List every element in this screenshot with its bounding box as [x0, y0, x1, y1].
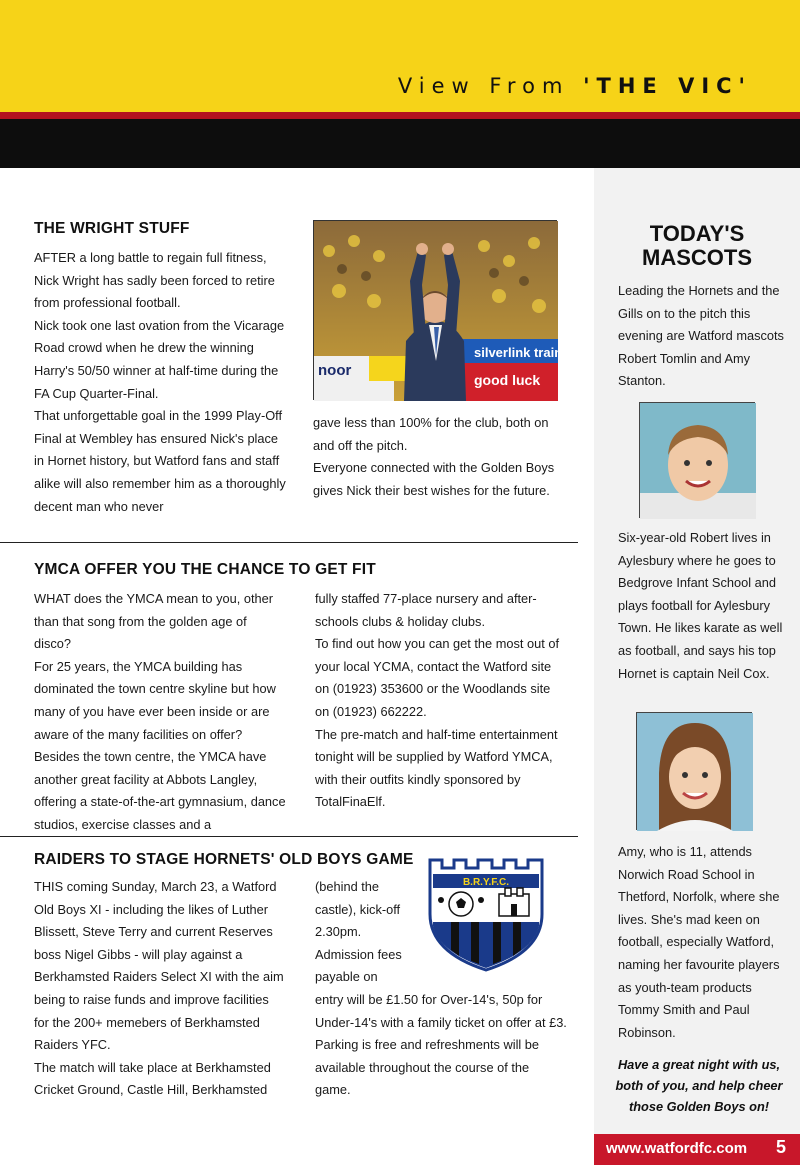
article1-paragraph: gave less than 100% for the club, both on and off the pitch.: [313, 415, 549, 453]
crest-lettering: B.R.Y.F.C.: [462, 877, 510, 888]
article2-paragraph: fully staffed 77-place nursery and after-schools clubs & holiday clubs.: [315, 591, 537, 629]
page-number: 5: [776, 1137, 787, 1157]
footer-url: www.watfordfc.com: [606, 1140, 748, 1157]
article3-column1: [34, 876, 286, 1102]
article1-paragraph: AFTER a long battle to regain full fitness, Nick Wright has sadly been forced to retire from professional football.: [34, 250, 275, 311]
article2-paragraph: Besides the town centre, the YMCA have another great facility at Abbots Langley, offering a state-of-the-art gymnasium, dance studios, exercise classes and a: [34, 749, 286, 832]
nick-wright-photo-graphic: [314, 221, 570, 401]
article3-paragraph: The match will take place at Berkhamsted Cricket Ground, Castle Hill, Berkhamsted: [34, 1059, 271, 1098]
article3-column2-narrow: [315, 876, 411, 989]
section-divider: [0, 836, 578, 837]
article2-paragraph: To find out how you can get the most out of your local YCMA, contact the Watford site on (01923) 353600 or the Woodlands site on (01923) 662222.: [315, 636, 560, 719]
article1-column2: [313, 412, 563, 502]
header-black-stripe: [0, 112, 800, 168]
photo-board-noor: noor: [318, 362, 352, 379]
mascots-intro: Leading the Hornets and the Gills on to the pitch this evening are Watford mascots Robert Tomlin and Amy Stanton.: [618, 283, 784, 389]
article1-paragraph: Everyone connected with the Golden Boys gives Nick their best wishes for the future.: [313, 460, 555, 498]
article1-paragraph: That unforgettable goal in the 1999 Play-Off Final at Wembley has ensured Nick's place in Hornet history, but Watford fans and staff alike will also remember him as a thoroughly decent man who never: [34, 408, 286, 514]
article2-column2: [315, 588, 567, 814]
section-title-part2: 'THE VIC': [583, 74, 752, 98]
nick-wright-photo: [313, 220, 570, 400]
article-title-raiders: RAIDERS TO STAGE HORNETS' OLD BOYS GAME: [34, 851, 414, 868]
amy-photo: [636, 712, 752, 830]
article1-column1: [34, 247, 286, 518]
robert-photo-graphic: [640, 403, 756, 519]
article-title-wright-stuff: THE WRIGHT STUFF: [34, 220, 190, 237]
photo-board-silverlink: silverlink trains: [474, 345, 570, 360]
robert-description: Six-year-old Robert lives in Aylesbury where he goes to Bedgrove Infant School and plays football for Aylesbury Town. He likes karate as well as football, and says his top Hornet is captain Neil Cox.: [618, 530, 783, 681]
article3-paragraph: entry will be £1.50 for Over-14's, 50p for Under-14's with a family ticket on offer at £3. Parking is free and refreshments will be available throughout the course of the game.: [315, 992, 567, 1098]
raiders-crest: [425, 856, 547, 972]
article3-column2: [315, 989, 567, 1102]
cheer-message: Have a great night with us, both of you, and help cheer those Golden Boys on!: [615, 1057, 783, 1114]
article1-paragraph: Nick took one last ovation from the Vicarage Road crowd when he drew the winning Harry's 50/50 winner at half-time during the FA Cup Quarter-Final.: [34, 317, 285, 401]
photo-board-goodluck: good luck: [474, 372, 541, 388]
amy-photo-graphic: [637, 713, 753, 831]
section-title-part1: View From: [397, 74, 570, 98]
article3-paragraph: (behind the castle), kick-off 2.30pm. Admission fees payable on: [315, 879, 402, 985]
article2-paragraph: The pre-match and half-time entertainment tonight will be supplied by Watford YMCA, with their outfits kindly sponsored by TotalFinaElf.: [315, 726, 558, 810]
article2-column1: [34, 588, 286, 837]
section-title: [398, 74, 752, 98]
article2-paragraph: WHAT does the YMCA mean to you, other than that song from the golden age of disco?: [34, 591, 273, 652]
amy-description: Amy, who is 11, attends Norwich Road School in Thetford, Norfolk, where she lives. She's mad keen on football, especially Watford, naming her favourite players as youth-team products Tommy Smith and Paul Robinson.: [618, 844, 780, 1040]
raiders-crest-graphic: [425, 856, 547, 972]
robert-photo: [639, 402, 755, 518]
section-divider: [0, 542, 578, 543]
article2-paragraph: For 25 years, the YMCA building has dominated the town centre skyline but how many of you have ever been inside or are aware of the many facilities on offer?: [34, 658, 276, 742]
article3-paragraph: THIS coming Sunday, March 23, a Watford Old Boys XI - including the likes of Luther Blissett, Steve Terry and current Reserves boss Nigel Gibbs - will play against a Berkhamsted Raiders Select XI with the aim being to raise funds and improve facilities for the 200+ memebers of Berkhamsted Raiders YFC.: [34, 879, 284, 1053]
mascots-title: TODAY'S MASCOTS: [642, 221, 752, 270]
article-title-ymca: YMCA OFFER YOU THE CHANCE TO GET FIT: [34, 561, 376, 578]
header-red-line: [0, 112, 800, 119]
